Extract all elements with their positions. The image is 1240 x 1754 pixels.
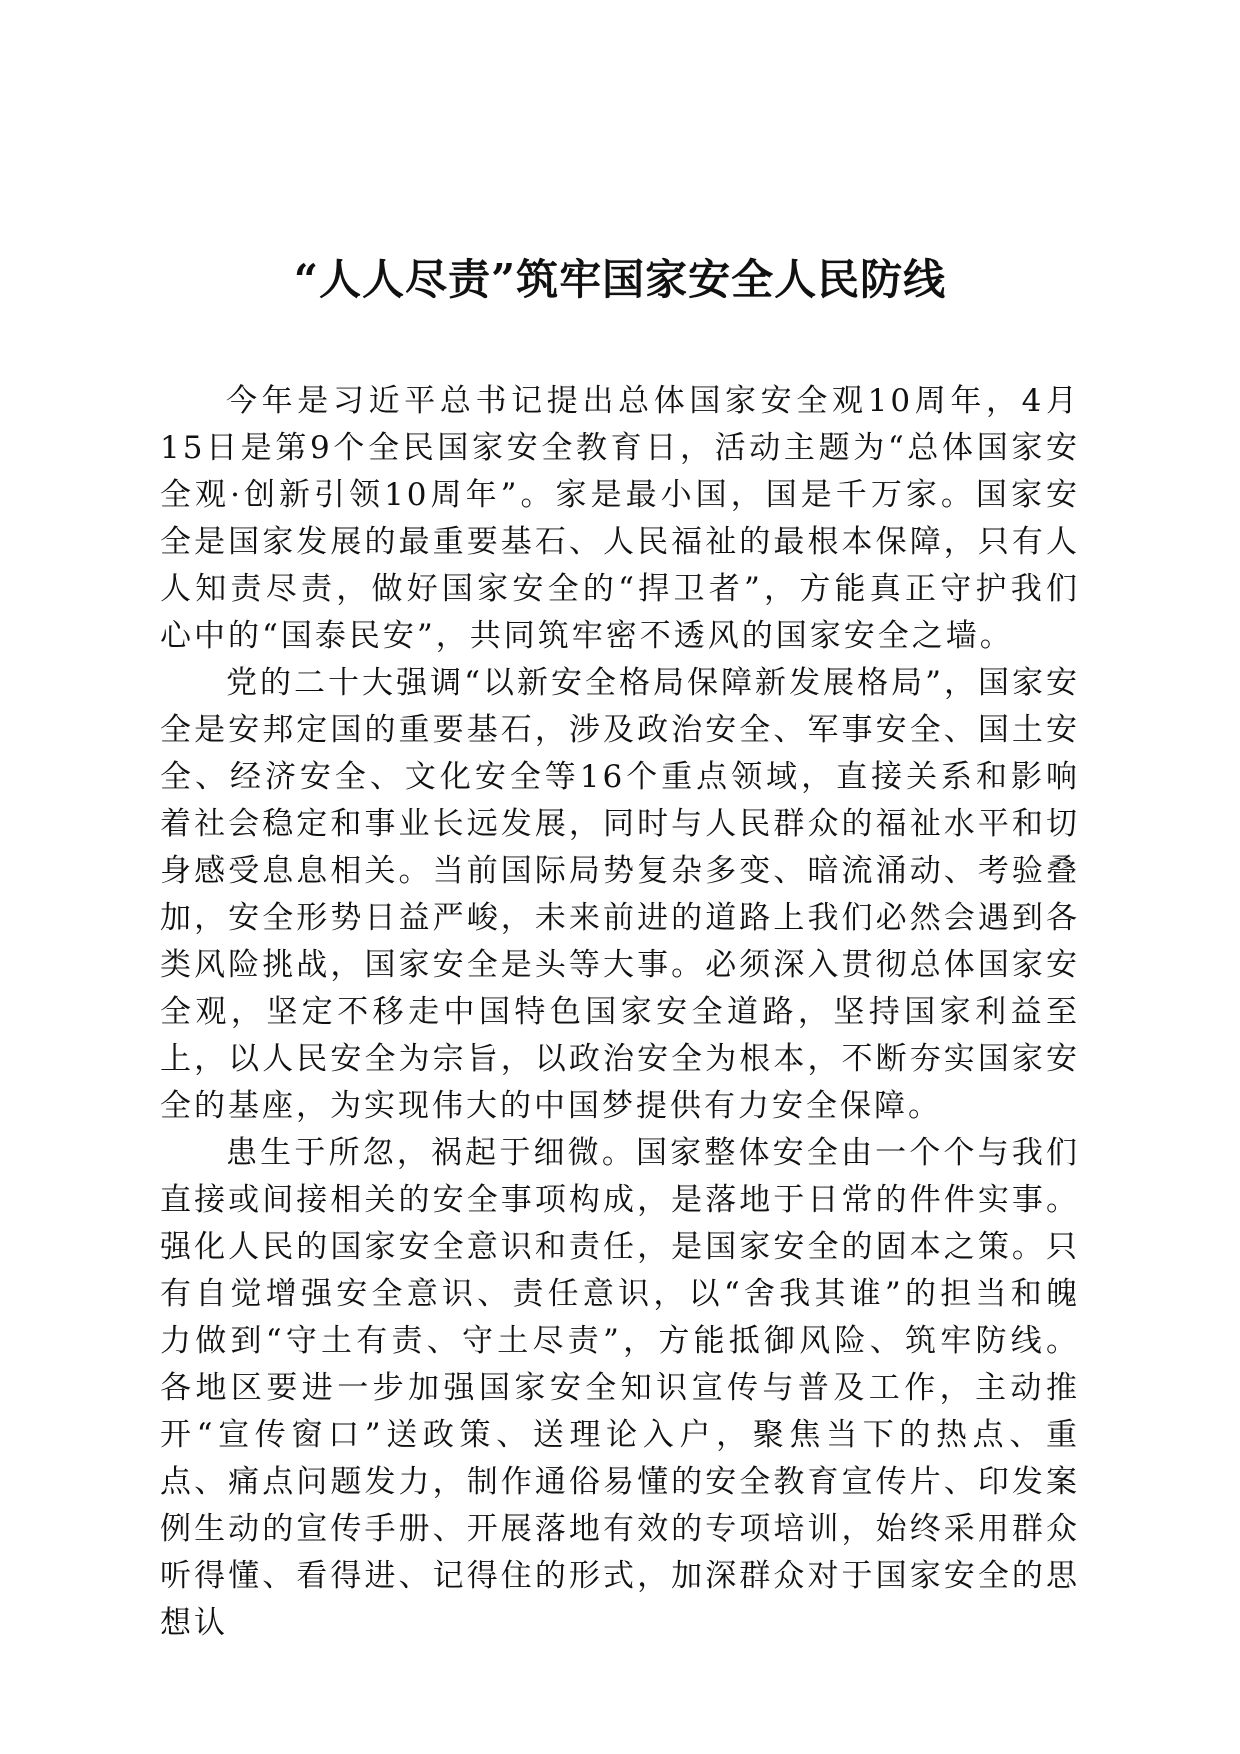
- article-body: [160, 378, 1080, 1647]
- paragraph-3: 患生于所忽，祸起于细微。国家整体安全由一个个与我们直接或间接相关的安全事项构成，是落地于日常的件件实事。强化人民的国家安全意识和责任，是国家安全的固本之策。只有自觉增强安全意识、责任意识，以“舍我其谁”的担当和魄力做到“守土有责、守土尽责”，方能抵御风险、筑牢防线。各地区要进一步加强国家安全知识宣传与普及工作，主动推开“宣传窗口”送政策、送理论入户，聚焦当下的热点、重点、痛点问题发力，制作通俗易懂的安全教育宣传片、印发案例生动的宣传手册、开展落地有效的专项培训，始终采用群众听得懂、看得进、记得住的形式，加深群众对于国家安全的思想认: [160, 1135, 1080, 1641]
- paragraph-1: 今年是习近平总书记提出总体国家安全观10周年，4月15日是第9个全民国家安全教育日，活动主题为“总体国家安全观·创新引领10周年”。家是最小国，国是千万家。国家安全是国家发展的最重要基石、人民福祉的最根本保障，只有人人知责尽责，做好国家安全的“捍卫者”，方能真正守护我们心中的“国泰民安”，共同筑牢密不透风的国家安全之墙。: [160, 383, 1080, 654]
- article-title: “人人尽责”筑牢国家安全人民防线: [293, 255, 947, 304]
- paragraph-2: 党的二十大强调“以新安全格局保障新发展格局”，国家安全是安邦定国的重要基石，涉及政治安全、军事安全、国土安全、经济安全、文化安全等16个重点领域，直接关系和影响着社会稳定和事业长远发展，同时与人民群众的福祉水平和切身感受息息相关。当前国际局势复杂多变、暗流涌动、考验叠加，安全形势日益严峻，未来前进的道路上我们必然会遇到各类风险挑战，国家安全是头等大事。必须深入贯彻总体国家安全观，坚定不移走中国特色国家安全道路，坚持国家利益至上，以人民安全为宗旨，以政治安全为根本，不断夯实国家安全的基座，为实现伟大的中国梦提供有力安全保障。: [160, 665, 1080, 1124]
